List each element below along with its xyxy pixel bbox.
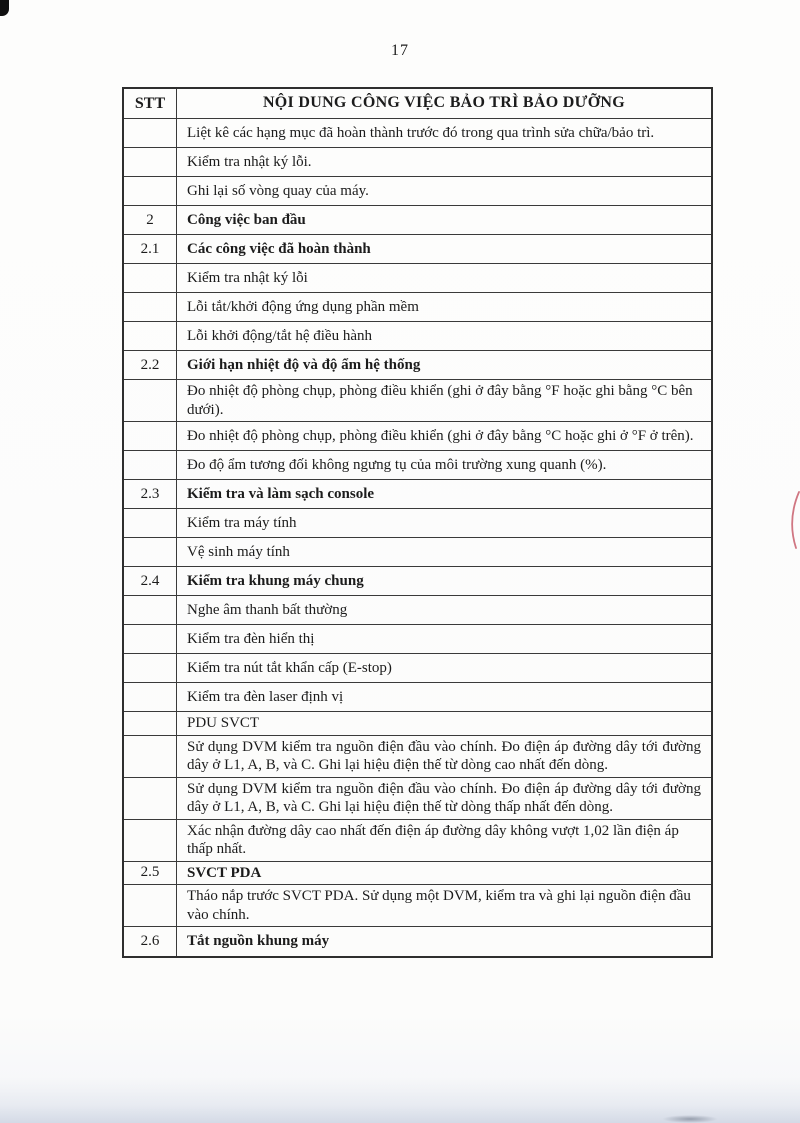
table-header-row bbox=[124, 89, 711, 119]
table-row bbox=[124, 778, 711, 820]
table-row bbox=[124, 235, 711, 264]
table-row bbox=[124, 293, 711, 322]
row-number-cell bbox=[124, 736, 177, 777]
row-number-cell bbox=[124, 885, 177, 926]
table-row bbox=[124, 351, 711, 380]
table-row bbox=[124, 177, 711, 206]
row-content-cell: Đo nhiệt độ phòng chụp, phòng điều khiển (ghi ở đây bằng °C hoặc ghi ở °F ở trên). bbox=[187, 427, 694, 444]
row-number-cell bbox=[124, 177, 177, 205]
row-number-cell bbox=[124, 451, 177, 479]
table-body bbox=[124, 119, 711, 956]
row-content-cell: Nghe âm thanh bất thường bbox=[187, 601, 348, 618]
table-row bbox=[124, 885, 711, 927]
table-row bbox=[124, 380, 711, 422]
table-row bbox=[124, 322, 711, 351]
row-number-cell bbox=[124, 712, 177, 735]
scan-bottom-smudge bbox=[662, 1115, 718, 1123]
row-content-cell: Kiểm tra và làm sạch console bbox=[187, 485, 375, 502]
row-number-cell bbox=[124, 654, 177, 682]
row-content-cell: Kiểm tra máy tính bbox=[187, 514, 297, 531]
table-row bbox=[124, 451, 711, 480]
table-row bbox=[124, 567, 711, 596]
row-number-cell bbox=[124, 380, 177, 421]
row-number-cell bbox=[124, 322, 177, 350]
red-pen-mark bbox=[784, 490, 800, 550]
table-row bbox=[124, 422, 711, 451]
row-number-cell bbox=[124, 119, 177, 147]
row-content-cell: Đo độ ẩm tương đối không ngưng tụ của môi trường xung quanh (%). bbox=[187, 456, 607, 473]
row-content-cell: Đo nhiệt độ phòng chụp, phòng điều khiển (ghi ở đây bằng °F hoặc ghi bằng °C bên dưới). bbox=[187, 383, 693, 418]
header-stt: STT bbox=[124, 89, 177, 118]
header-content: NỘI DUNG CÔNG VIỆC BẢO TRÌ BẢO DƯỠNG bbox=[262, 94, 626, 112]
table-row bbox=[124, 820, 711, 862]
row-number-cell bbox=[124, 148, 177, 176]
row-content-cell: PDU SVCT bbox=[187, 715, 260, 731]
row-content-cell: Lỗi khởi động/tắt hệ điều hành bbox=[187, 327, 372, 344]
row-number-cell bbox=[124, 683, 177, 711]
row-content-cell: Kiểm tra nhật ký lỗi bbox=[187, 269, 308, 286]
row-number-cell: 2.1 bbox=[124, 235, 177, 263]
row-number-cell: 2.4 bbox=[124, 567, 177, 595]
row-content-cell: Lỗi tắt/khởi động ứng dụng phần mềm bbox=[187, 298, 419, 315]
row-content-cell: Tháo nắp trước SVCT PDA. Sử dụng một DVM, kiểm tra và ghi lại nguồn điện đầu vào chính. bbox=[187, 888, 691, 923]
row-content-cell: Công việc ban đầu bbox=[187, 211, 306, 228]
row-number-cell bbox=[124, 264, 177, 292]
row-number-cell: 2.3 bbox=[124, 480, 177, 508]
table-row bbox=[124, 538, 711, 567]
table-row bbox=[124, 712, 711, 736]
row-content-cell: Vệ sinh máy tính bbox=[187, 543, 290, 560]
table-row bbox=[124, 736, 711, 778]
row-number-cell bbox=[124, 538, 177, 566]
table-row bbox=[124, 862, 711, 886]
page-number: 17 bbox=[391, 42, 409, 59]
maintenance-checklist-table bbox=[122, 87, 713, 958]
row-content-cell: Sử dụng DVM kiểm tra nguồn điện đầu vào chính. Đo điện áp đường dây tới đường dây ở L1, A, B, và C. Ghi lại hiệu điện thế từ dòng thấp nhất đến dòng. bbox=[187, 780, 701, 815]
row-content-cell: Tắt nguồn khung máy bbox=[187, 933, 330, 950]
row-number-cell: 2.5 bbox=[124, 862, 177, 885]
row-number-cell: 2.2 bbox=[124, 351, 177, 379]
table-row bbox=[124, 264, 711, 293]
row-number-cell bbox=[124, 293, 177, 321]
row-content-cell: Ghi lại số vòng quay của máy. bbox=[187, 182, 369, 199]
row-content-cell: Kiểm tra khung máy chung bbox=[187, 572, 364, 589]
row-content-cell: Kiểm tra đèn hiển thị bbox=[187, 630, 315, 647]
row-content-cell: Liệt kê các hạng mục đã hoàn thành trước đó trong qua trình sửa chữa/bảo trì. bbox=[187, 124, 655, 141]
row-number-cell bbox=[124, 509, 177, 537]
table-row bbox=[124, 683, 711, 712]
table-row bbox=[124, 119, 711, 148]
row-number-cell bbox=[124, 778, 177, 819]
row-content-cell: Kiểm tra nút tắt khẩn cấp (E-stop) bbox=[187, 659, 392, 676]
row-content-cell: Kiểm tra đèn laser định vị bbox=[187, 688, 344, 705]
table-row bbox=[124, 625, 711, 654]
table-row bbox=[124, 509, 711, 538]
table-row bbox=[124, 148, 711, 177]
row-content-cell: Kiểm tra nhật ký lỗi. bbox=[187, 153, 312, 170]
row-content-cell: SVCT PDA bbox=[187, 864, 262, 881]
row-number-cell bbox=[124, 422, 177, 450]
table-row bbox=[124, 654, 711, 683]
row-content-cell: Các công việc đã hoàn thành bbox=[187, 240, 371, 257]
scan-corner-artifact bbox=[0, 0, 9, 16]
table-row bbox=[124, 596, 711, 625]
table-row bbox=[124, 480, 711, 509]
row-number-cell bbox=[124, 596, 177, 624]
table-row bbox=[124, 927, 711, 956]
row-number-cell: 2 bbox=[124, 206, 177, 234]
row-content-cell: Sử dụng DVM kiểm tra nguồn điện đầu vào chính. Đo điện áp đường dây tới đường dây ở L1, A, B, và C. Ghi lại hiệu điện thế từ dòng cao nhất đến dòng. bbox=[187, 738, 701, 773]
table-row bbox=[124, 206, 711, 235]
row-content-cell: Giới hạn nhiệt độ và độ ẩm hệ thống bbox=[187, 356, 421, 373]
row-number-cell bbox=[124, 625, 177, 653]
row-number-cell bbox=[124, 820, 177, 861]
row-content-cell: Xác nhận đường dây cao nhất đến điện áp đường dây không vượt 1,02 lần điện áp thấp nhất. bbox=[187, 822, 679, 857]
row-number-cell: 2.6 bbox=[124, 927, 177, 956]
